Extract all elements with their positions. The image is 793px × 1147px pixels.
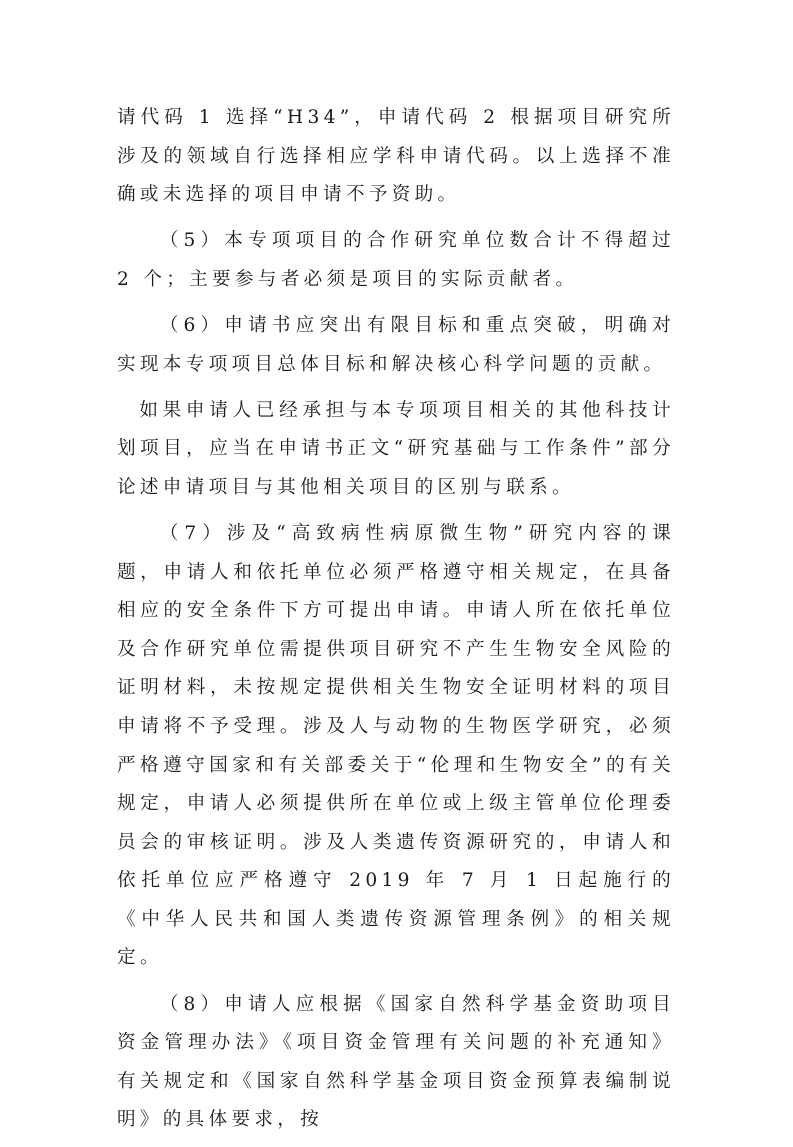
paragraph-item-8: （8）申请人应根据《国家自然科学基金资助项目资金管理办法》《项目资金管理有关问题的补充通知》有关规定和《国家自然科学基金项目资金预算表编制说明》的具体要求，按 [117,993,675,1131]
paragraph-continuation: 请代码 1 选择“H34”，申请代码 2 根据项目研究所涉及的领域自行选择相应学科申请代码。以上选择不准确或未选择的项目申请不予资助。 [117,107,675,206]
document-page [117,99,675,1147]
paragraph-item-5: （5）本专项项目的合作研究单位数合计不得超过 2 个；主要参与者必须是项目的实际贡献者。 [117,230,675,290]
paragraph-item-6: （6）申请书应突出有限目标和重点突破，明确对实现本专项项目总体目标和解决核心科学问题的贡献。 [117,314,675,375]
paragraph-item-7: （7）涉及“高致病性病原微生物”研究内容的课题，申请人和依托单位必须严格遵守相关规定，在具备相应的安全条件下方可提出申请。申请人所在依托单位及合作研究单位需提供项目研究不产生生物安全风险的证明材料，未按规定提供相关生物安全证明材料的项目申请将不予受理。涉及人与动物的生物医学研究，必须严格遵守国家和有关部委关于“伦理和生物安全”的有关规定，申请人必须提供所在单位或上级主管单位伦理委员会的审核证明。涉及人类遗传资源研究的，申请人和依托单位应严格遵守 2019 年 7 月 1 日起施行的《中华人民共和国人类遗传资源管理条例》的相关规定。 [117,522,675,969]
paragraph-item-6-note: 如果申请人已经承担与本专项项目相关的其他科技计划项目，应当在申请书正文“研究基础与工作条件”部分论述申请项目与其他相关项目的区别与联系。 [117,399,675,498]
